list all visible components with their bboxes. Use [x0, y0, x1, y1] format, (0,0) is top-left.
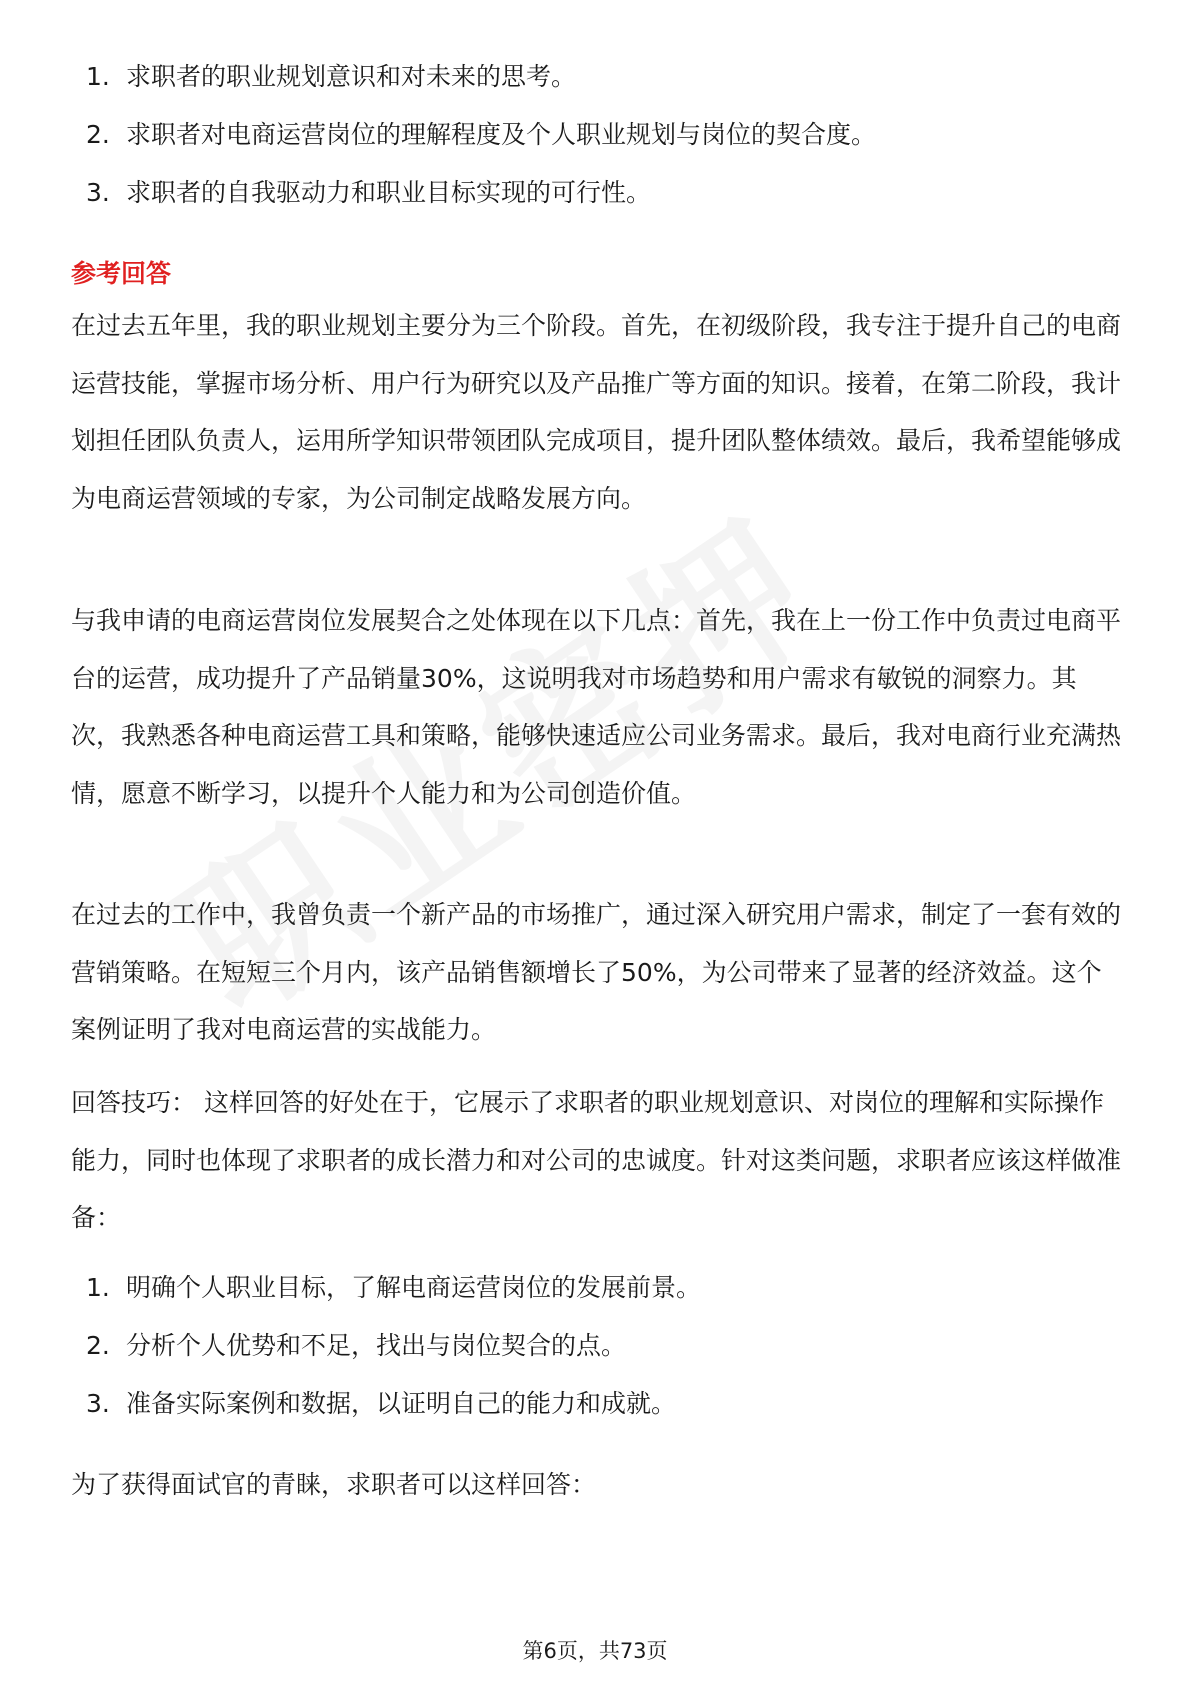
answer-paragraph-3: 在过去的工作中，我曾负责一个新产品的市场推广，通过深入研究用户需求，制定了一套有效的营销策略。在短短三个月内，该产品销售额增长了50%，为公司带来了显著的经济效益。这个案例证明了我对电商运营的实战能力。 — [71, 900, 1122, 1044]
list-number: 2. — [86, 1331, 110, 1360]
list-number: 2. — [86, 120, 110, 149]
list-text: 求职者的职业规划意识和对未来的思考。 — [126, 62, 577, 91]
answer-paragraph-1: 在过去五年里，我的职业规划主要分为三个阶段。首先，在初级阶段，我专注于提升自己的电商运营技能，掌握市场分析、用户行为研究以及产品推广等方面的知识。接着，在第二阶段，我计划担任团队负责人，运用所学知识带领团队完成项目，提升团队整体绩效。最后，我希望能够成为电商运营领域的专家，为公司制定战略发展方向。 — [71, 311, 1122, 513]
list-text: 求职者对电商运营岗位的理解程度及个人职业规划与岗位的契合度。 — [126, 120, 877, 149]
list-text: 明确个人职业目标，了解电商运营岗位的发展前景。 — [126, 1273, 702, 1302]
list-number: 3. — [86, 1389, 110, 1418]
list-text: 分析个人优势和不足，找出与岗位契合的点。 — [126, 1331, 627, 1360]
list-number: 1. — [86, 62, 110, 91]
list-item — [86, 57, 876, 115]
list-number: 3. — [86, 178, 110, 207]
answer-paragraph-2: 与我申请的电商运营岗位发展契合之处体现在以下几点：首先，我在上一份工作中负责过电商平台的运营，成功提升了产品销量30%，这说明我对市场趋势和用户需求有敏锐的洞察力。其次，我熟悉各种电商运营工具和策略，能够快速适应公司业务需求。最后，我对电商行业充满热情，愿意不断学习，以提升个人能力和为公司创造价值。 — [71, 606, 1122, 808]
list-item — [86, 173, 876, 231]
list-item — [86, 1384, 701, 1442]
question-points-list — [86, 57, 876, 231]
list-text: 求职者的自我驱动力和职业目标实现的可行性。 — [126, 178, 652, 207]
preparation-list — [86, 1268, 701, 1442]
list-number: 1. — [86, 1273, 110, 1302]
page-number-footer: 第6页，共73页 — [522, 1639, 668, 1663]
list-item — [86, 115, 876, 173]
list-text: 准备实际案例和数据，以证明自己的能力和成就。 — [126, 1389, 677, 1418]
list-item — [86, 1326, 701, 1384]
answer-tips-paragraph: 回答技巧： 这样回答的好处在于，它展示了求职者的职业规划意识、对岗位的理解和实际操作能力，同时也体现了求职者的成长潜力和对公司的忠诚度。针对这类问题，求职者应该这样做准备： — [71, 1088, 1122, 1232]
list-item — [86, 1268, 701, 1326]
reference-answer-heading: 参考回答 — [71, 259, 172, 288]
closing-paragraph: 为了获得面试官的青睐，求职者可以这样回答： — [71, 1470, 597, 1499]
